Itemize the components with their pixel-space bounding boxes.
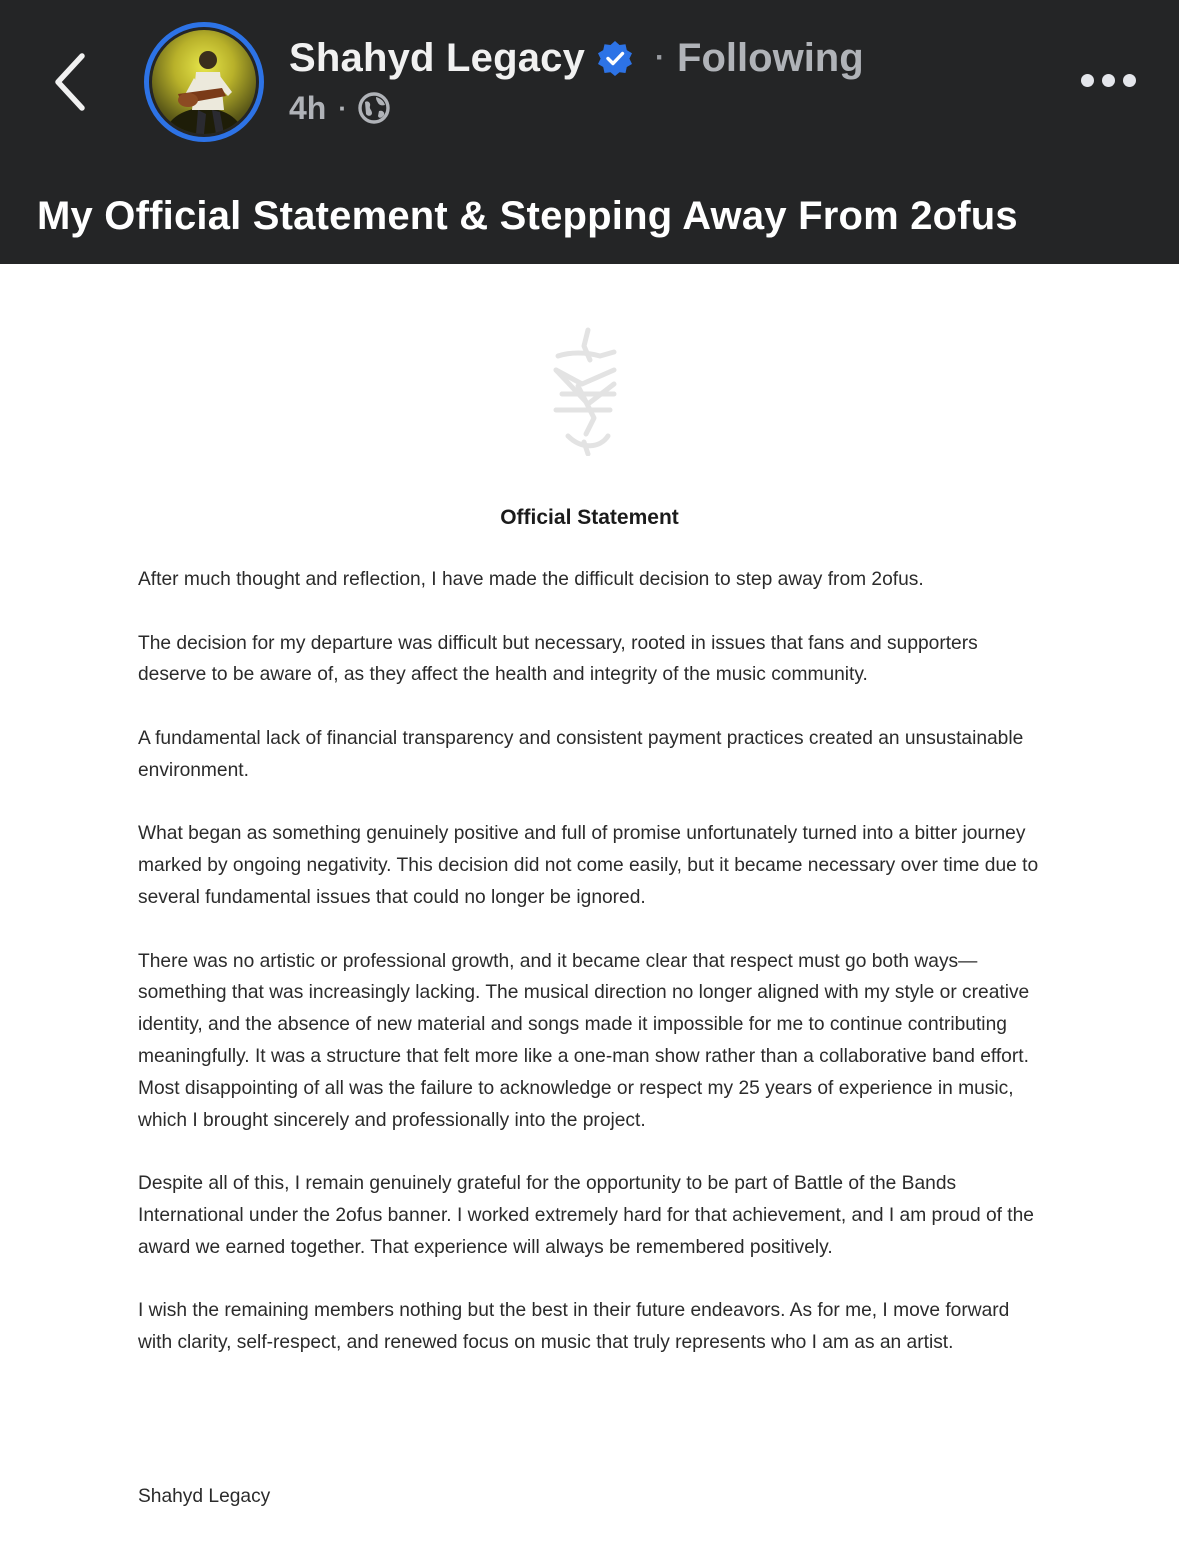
chevron-left-icon [52, 50, 92, 114]
post-header [0, 0, 1179, 264]
statement-paragraph: A fundamental lack of financial transparency and consistent payment practices created an unsustainable environment. [138, 727, 1024, 781]
statement-paragraph: After much thought and reflection, I have made the difficult decision to step away from 2ofus. [138, 569, 924, 590]
more-dot [1102, 74, 1115, 87]
post-time[interactable]: 4h [289, 89, 327, 126]
guitarist-photo [152, 30, 256, 134]
statement-document [0, 264, 1179, 1565]
statement-paragraph: The decision for my departure was difficult but necessary, rooted in issues that fans and supporters deserve to be aware of, as they affect the health and integrity of the music community. [138, 632, 978, 686]
more-dot [1123, 74, 1136, 87]
post-meta [289, 88, 391, 128]
meta-separator-dot: · [338, 92, 348, 123]
statement-paragraph: I wish the remaining members nothing but the best in their future endeavors. As for me, I move forward with clarity, self-respect, and renewed focus on music that truly represents who I am as an artist. [138, 1300, 1010, 1354]
avatar-image [152, 30, 256, 134]
statement-paragraph: Despite all of this, I remain genuinely grateful for the opportunity to be part of Battle of the Bands International under the 2ofus banner. I worked extremely hard for that achievement, and I am proud of the award we earned together. That experience will always be remembered positively. [138, 1173, 1034, 1258]
statement-paragraph: What began as something genuinely positive and full of promise unfortunately turned into a bitter journey marked by ongoing negativity. This decision did not come easily, but it became necessary over time due to several fundamental issues that could no longer be ignored. [138, 823, 1039, 908]
band-logo-icon [548, 326, 624, 456]
statement-paragraph: There was no artistic or professional growth, and it became clear that respect must go both ways—something that was increasingly lacking. The musical direction no longer aligned with my style or creative identity, and the absence of new material and songs made it impossible for me to continue contributing meaningfully. It was a structure that felt more like a one-man show rather than a collaborative band effort. Most disappointing of all was the failure to acknowledge or respect my 25 years of experience in music, which I brought sincerely and professionally into the project. [138, 950, 1030, 1131]
separator-dot: · [655, 41, 666, 74]
back-button[interactable] [40, 42, 104, 122]
author-avatar[interactable] [144, 22, 264, 142]
statement-body [138, 564, 1048, 1391]
verified-badge-icon [597, 40, 633, 76]
signature: Shahyd Legacy [138, 1486, 271, 1507]
statement-heading: Official Statement [500, 506, 679, 529]
author-name[interactable]: Shahyd Legacy [289, 35, 586, 80]
post-title: My Official Statement & Stepping Away From 2ofus [37, 194, 1018, 238]
more-dot [1081, 74, 1094, 87]
globe-icon [357, 91, 391, 125]
following-button[interactable]: Following [677, 35, 864, 80]
author-row [289, 34, 864, 82]
more-options-button[interactable] [1072, 60, 1144, 100]
